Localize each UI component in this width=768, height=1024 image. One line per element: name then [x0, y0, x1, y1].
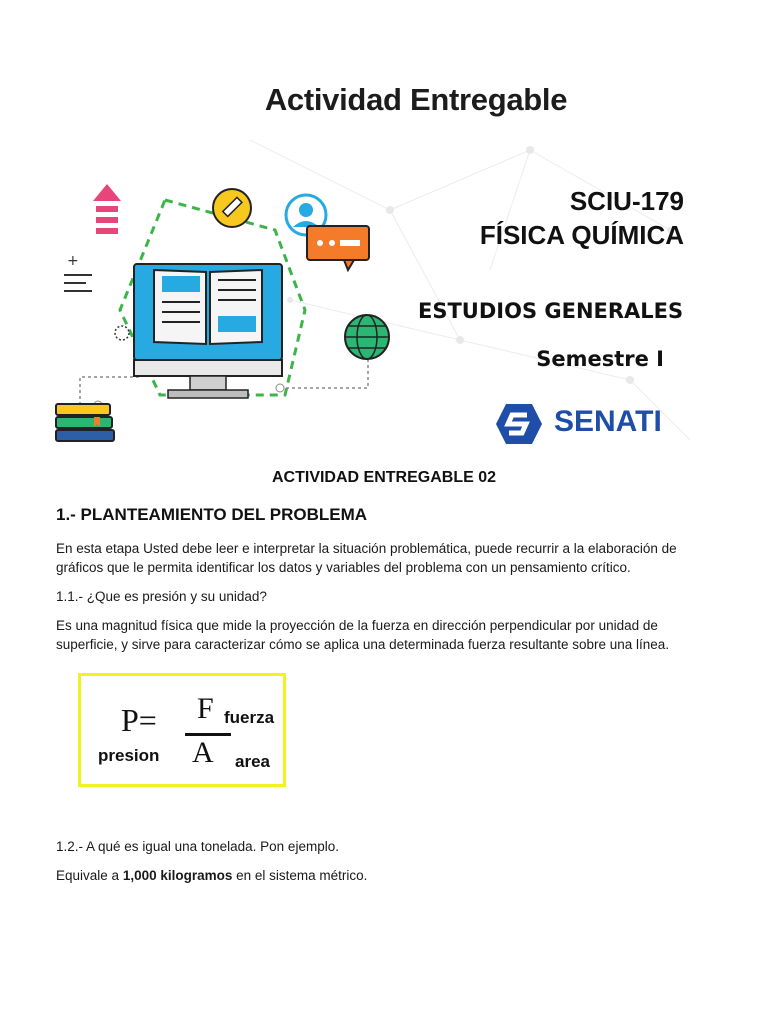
answer-1: Es una magnitud física que mide la proyección de la fuerza en dirección perpendicular por unidad de superficie, y sirve para caracterizar cómo se aplica una determinada fuerza resultante sobre una línea. [56, 618, 670, 652]
globe-icon [343, 313, 391, 361]
senati-logo-icon [494, 402, 544, 446]
formula-numerator-sub: fuerza [224, 708, 275, 727]
pressure-formula [78, 673, 286, 787]
semester-label: Semestre I [536, 347, 664, 371]
question-1: 1.1.- ¿Que es presión y su unidad? [56, 589, 267, 604]
formula-numerator: F [197, 692, 214, 725]
section-title: ACTIVIDAD ENTREGABLE 02 [271, 469, 497, 486]
senati-brand: SENATI [554, 405, 662, 438]
svg-text:+: + [67, 253, 79, 269]
formula-denominator: A [192, 736, 214, 769]
answer-2-suffix: en el sistema métrico. [236, 868, 368, 883]
problem-heading: 1.- PLANTEAMIENTO DEL PROBLEMA [56, 505, 368, 524]
chat-icon [306, 225, 372, 273]
formula-lhs: P= [121, 702, 157, 738]
answer-2-prefix: Equivale a [56, 868, 120, 883]
answer-2 [56, 866, 716, 885]
arrow-up-icon [92, 184, 122, 246]
answer-2-bold: 1,000 kilogramos [122, 868, 233, 883]
course-code: SCIU-179 [569, 186, 684, 216]
question-2: 1.2.- A qué es igual una tonelada. Pon ejemplo. [56, 839, 339, 854]
formula-denominator-sub: area [235, 752, 270, 771]
monitor-book-icon [132, 262, 284, 400]
formula-lhs-sub: presion [98, 746, 160, 765]
books-icon [54, 402, 116, 444]
program-name: ESTUDIOS GENERALES [418, 299, 684, 323]
intro-paragraph: En esta etapa Usted debe leer e interpretar la situación problemática, puede recurrir a la elaboración de gráficos que le permita identificar los datos y variables del problema con un pensamiento crítico. [56, 541, 677, 575]
pencil-icon [211, 187, 253, 229]
course-name: FÍSICA QUÍMICA [479, 220, 684, 250]
cover-title: Actividad Entregable [264, 82, 568, 117]
